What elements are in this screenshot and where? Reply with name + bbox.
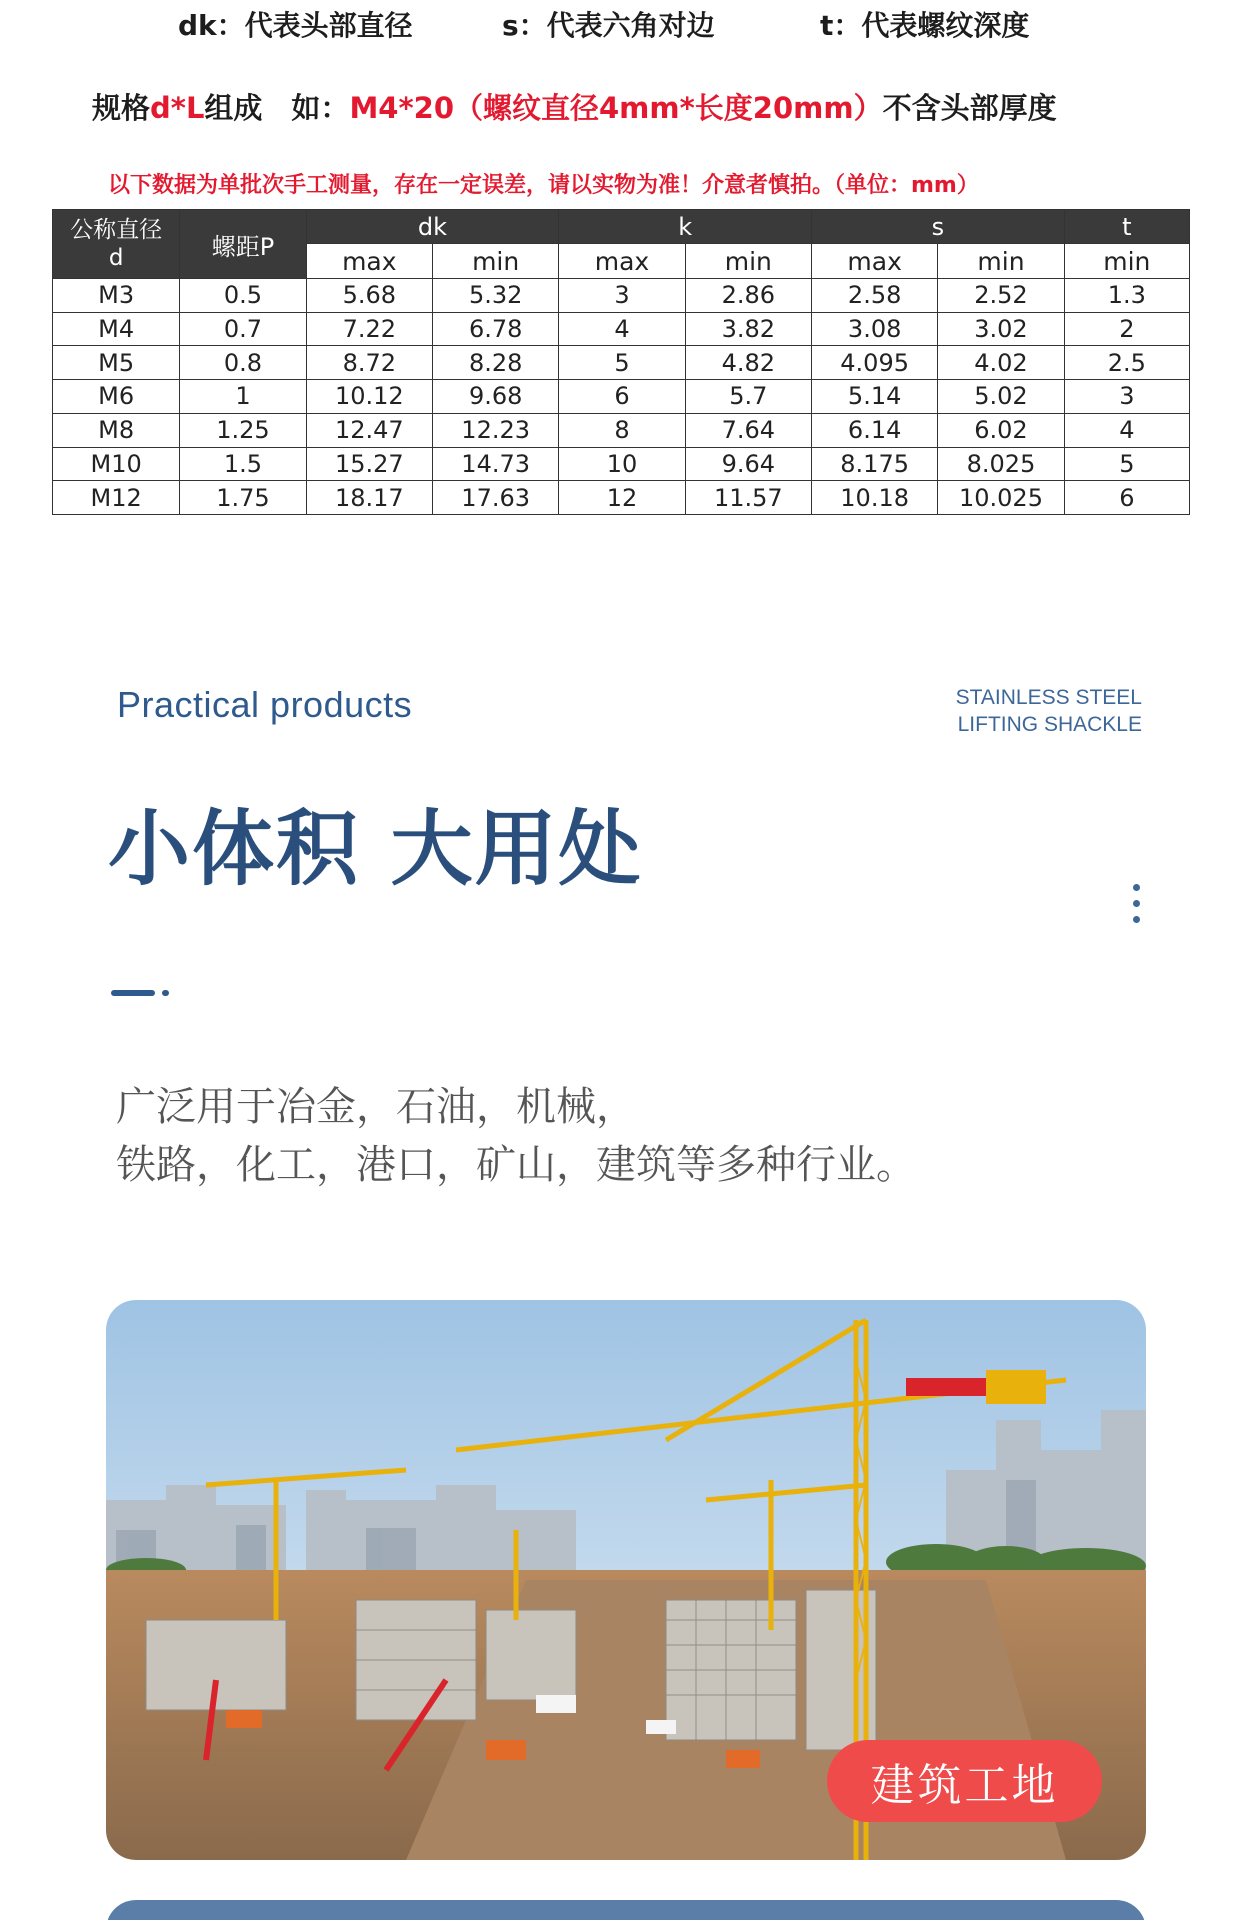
cell-t-min: 3 (1064, 380, 1189, 414)
legend-row (0, 4, 1240, 44)
measurement-notice: 以下数据为单批次手工测量，存在一定误差，请以实物为准！介意者慎拍。（单位：mm） (108, 173, 979, 198)
description-line-1: 广泛用于冶金，石油，机械， (116, 1084, 636, 1130)
cell-s-min: 2.52 (938, 279, 1064, 313)
cell-dk-max: 12.47 (306, 413, 432, 447)
cell-dk-min: 12.23 (432, 413, 558, 447)
cell-pitch: 1.5 (180, 447, 306, 481)
table-row (53, 447, 1190, 481)
cell-k-max: 10 (559, 447, 685, 481)
section-description (116, 1078, 916, 1194)
cell-k-min: 5.7 (685, 380, 811, 414)
cell-nominal-d: M4 (53, 312, 180, 346)
cell-nominal-d: M12 (53, 481, 180, 515)
cell-k-min: 7.64 (685, 413, 811, 447)
cell-t-min: 5 (1064, 447, 1189, 481)
spec-example: M4*20（螺纹直径4mm*长度20mm） (349, 91, 883, 125)
eng-tag-line-2: LIFTING SHACKLE (957, 713, 1142, 736)
cell-pitch: 0.7 (180, 312, 306, 346)
table-body (53, 279, 1190, 515)
subheader-s-max: max (811, 244, 937, 279)
cell-k-min: 3.82 (685, 312, 811, 346)
table-row (53, 481, 1190, 515)
cell-dk-min: 8.28 (432, 346, 558, 380)
cell-k-max: 3 (559, 279, 685, 313)
table-row (53, 312, 1190, 346)
cell-pitch: 1.25 (180, 413, 306, 447)
cell-nominal-d: M6 (53, 380, 180, 414)
cell-k-max: 8 (559, 413, 685, 447)
cell-dk-min: 6.78 (432, 312, 558, 346)
cell-s-max: 5.14 (811, 380, 937, 414)
cell-s-max: 4.095 (811, 346, 937, 380)
cell-nominal-d: M8 (53, 413, 180, 447)
cell-k-max: 4 (559, 312, 685, 346)
eng-tag-line-1: STAINLESS STEEL (955, 686, 1142, 709)
cell-t-min: 6 (1064, 481, 1189, 515)
header-group-s: s (811, 210, 1064, 244)
subheader-t-min: min (1064, 244, 1189, 279)
subheader-k-min: min (685, 244, 811, 279)
cell-pitch: 1 (180, 380, 306, 414)
accent-divider (111, 990, 171, 996)
cell-pitch: 0.5 (180, 279, 306, 313)
cell-s-max: 8.175 (811, 447, 937, 481)
cell-s-min: 10.025 (938, 481, 1064, 515)
subheader-s-min: min (938, 244, 1064, 279)
table-row (53, 413, 1190, 447)
cell-t-min: 1.3 (1064, 279, 1189, 313)
cell-k-max: 5 (559, 346, 685, 380)
cell-s-max: 2.58 (811, 279, 937, 313)
cell-dk-min: 9.68 (432, 380, 558, 414)
header-group-k: k (559, 210, 812, 244)
spec-formula: d*L (150, 91, 205, 125)
header-group-dk: dk (306, 210, 559, 244)
cell-s-max: 3.08 (811, 312, 937, 346)
cell-s-min: 3.02 (938, 312, 1064, 346)
subheader-dk-min: min (432, 244, 558, 279)
cell-dk-max: 8.72 (306, 346, 432, 380)
cell-dk-min: 14.73 (432, 447, 558, 481)
cell-k-max: 6 (559, 380, 685, 414)
cell-dk-min: 5.32 (432, 279, 558, 313)
subheader-k-max: max (559, 244, 685, 279)
table-row (53, 279, 1190, 313)
cell-dk-max: 18.17 (306, 481, 432, 515)
spec-tail: 不含头部厚度 (882, 91, 1057, 125)
section-english-title: Practical products (117, 684, 413, 725)
cell-s-max: 10.18 (811, 481, 937, 515)
table-row (53, 346, 1190, 380)
subheader-dk-max: max (306, 244, 432, 279)
vertical-dots-icon (1131, 884, 1141, 924)
cell-dk-max: 15.27 (306, 447, 432, 481)
spec-prefix: 规格 (92, 91, 151, 125)
cell-dk-max: 7.22 (306, 312, 432, 346)
cell-s-max: 6.14 (811, 413, 937, 447)
cell-k-max: 12 (559, 481, 685, 515)
cell-dk-max: 5.68 (306, 279, 432, 313)
cell-pitch: 0.8 (180, 346, 306, 380)
header-nominal-diameter: 公称直径 d (53, 210, 180, 279)
description-line-2: 铁路，化工，港口，矿山，建筑等多种行业。 (116, 1142, 916, 1188)
cell-dk-min: 17.63 (432, 481, 558, 515)
next-section-card (106, 1900, 1146, 1920)
cell-k-min: 11.57 (685, 481, 811, 515)
cell-k-min: 9.64 (685, 447, 811, 481)
section-english-tag (956, 684, 1142, 738)
cell-nominal-d: M5 (53, 346, 180, 380)
section-title: 小体积 大用处 (108, 802, 643, 897)
cell-nominal-d: M3 (53, 279, 180, 313)
cell-k-min: 2.86 (685, 279, 811, 313)
header-group-t: t (1064, 210, 1189, 244)
cell-t-min: 2.5 (1064, 346, 1189, 380)
legend-s: s：代表六角对边 (502, 9, 715, 42)
dimension-table (52, 209, 1190, 515)
cell-nominal-d: M10 (53, 447, 180, 481)
cell-k-min: 4.82 (685, 346, 811, 380)
construction-site-photo (106, 1300, 1146, 1860)
cell-t-min: 4 (1064, 413, 1189, 447)
legend-dk: dk：代表头部直径 (178, 9, 413, 42)
cell-pitch: 1.75 (180, 481, 306, 515)
spec-suffix: 组成 如： (204, 91, 350, 125)
cell-s-min: 5.02 (938, 380, 1064, 414)
cell-s-min: 4.02 (938, 346, 1064, 380)
cell-s-min: 8.025 (938, 447, 1064, 481)
cell-dk-max: 10.12 (306, 380, 432, 414)
cell-s-min: 6.02 (938, 413, 1064, 447)
header-pitch: 螺距P (180, 210, 306, 279)
cell-t-min: 2 (1064, 312, 1189, 346)
table-row (53, 380, 1190, 414)
spec-description (92, 86, 1057, 127)
photo-caption-badge: 建筑工地 (827, 1740, 1102, 1822)
legend-t: t：代表螺纹深度 (820, 9, 1030, 42)
